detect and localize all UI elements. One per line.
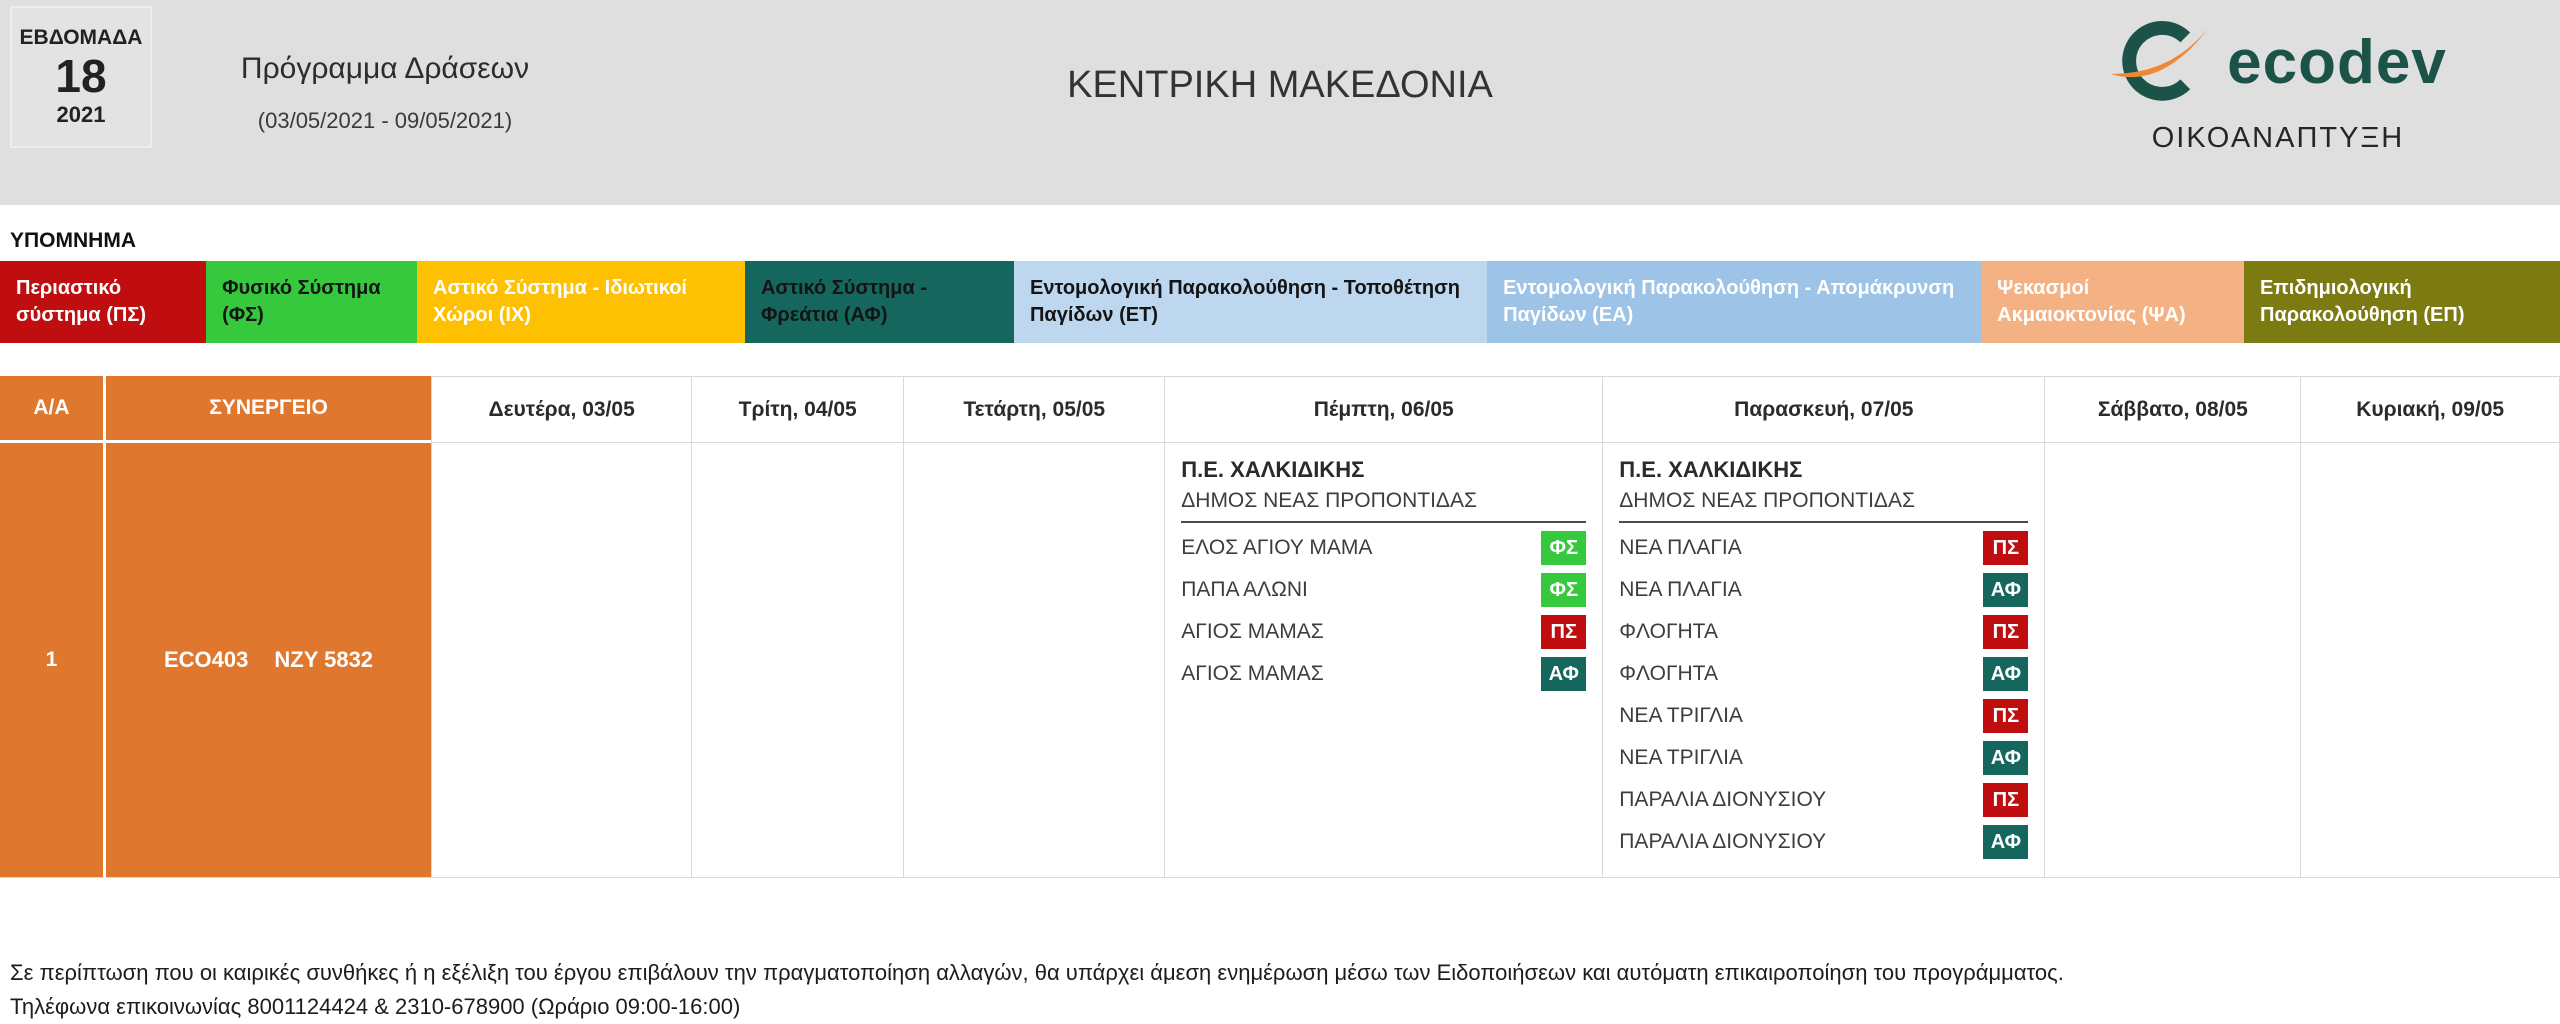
municipality-label: ΔΗΜΟΣ ΝΕΑΣ ΠΡΟΠΟΝΤΙΔΑΣ — [1181, 489, 1586, 523]
day-cell-wednesday — [904, 443, 1165, 878]
row-index-cell: 1 — [0, 443, 106, 878]
entry-place: ΠΑΠΑ ΑΛΩΝΙ — [1181, 578, 1308, 601]
entry-place: ΑΓΙΟΣ ΜΑΜΑΣ — [1181, 620, 1324, 643]
legend-item-psa: Ψεκασμοί Ακμαιοκτονίας (ΨΑ) — [1981, 261, 2244, 343]
schedule-entry — [1619, 783, 2028, 817]
footer-contact: Τηλέφωνα επικοινωνίας 8001124424 & 2310-678900 (Ωράριο 09:00-16:00) — [10, 994, 741, 1019]
week-number: 18 — [55, 49, 107, 102]
entry-category-badge: ΑΦ — [1983, 741, 2028, 775]
crew-plate: NZY 5832 — [274, 647, 374, 672]
entry-place: ΕΛΟΣ ΑΓΙΟΥ ΜΑΜΑ — [1181, 536, 1373, 559]
ecodev-logo-icon — [2109, 10, 2213, 115]
day-cell-monday — [431, 443, 692, 878]
legend-title: ΥΠΟΜΝΗΜΑ — [10, 229, 136, 252]
entry-place: ΝΕΑ ΤΡΙΓΛΙΑ — [1619, 704, 1743, 727]
column-header-tuesday: Τρίτη, 04/05 — [692, 376, 904, 443]
column-header-crew: ΣΥΝΕΡΓΕΙΟ — [106, 376, 431, 443]
entry-place: ΝΕΑ ΠΛΑΓΙΑ — [1619, 536, 1742, 559]
entry-category-badge: ΑΦ — [1541, 657, 1586, 691]
entry-category-badge: ΑΦ — [1983, 825, 2028, 859]
day-cell-tuesday — [692, 443, 904, 878]
entry-category-badge: ΠΣ — [1983, 699, 2028, 733]
day-cell-friday — [1603, 443, 2045, 878]
municipality-label: ΔΗΜΟΣ ΝΕΑΣ ΠΡΟΠΟΝΤΙΔΑΣ — [1619, 489, 2028, 523]
logo-wordmark: ecodev — [2227, 27, 2447, 97]
schedule-entry — [1619, 615, 2028, 649]
entries-list — [1181, 531, 1586, 691]
entry-place: ΦΛΟΓΗΤΑ — [1619, 662, 1718, 685]
crew-line — [164, 647, 373, 673]
crew-code: ECO403 — [164, 647, 249, 672]
column-header-monday: Δευτέρα, 03/05 — [431, 376, 692, 443]
entry-place: ΦΛΟΓΗΤΑ — [1619, 620, 1718, 643]
column-header-index: Α/Α — [0, 376, 106, 443]
entry-place: ΝΕΑ ΤΡΙΓΛΙΑ — [1619, 746, 1743, 769]
company-logo — [2058, 10, 2498, 155]
entry-category-badge: ΠΣ — [1541, 615, 1586, 649]
schedule-entry — [1181, 615, 1586, 649]
column-header-saturday: Σάββατο, 08/05 — [2045, 376, 2301, 443]
column-header-thursday: Πέμπτη, 06/05 — [1165, 376, 1603, 443]
entry-place: ΠΑΡΑΛΙΑ ΔΙΟΝΥΣΙΟΥ — [1619, 788, 1827, 811]
schedule-entry — [1619, 825, 2028, 859]
legend-item-et: Εντομολογική Παρακολούθηση - Τοποθέτηση Παγίδων (ΕΤ) — [1014, 261, 1487, 343]
page-title: ΚΕΝΤΡΙΚΗ ΜΑΚΕΔΟΝΙΑ — [1067, 64, 1493, 106]
day-cell-saturday — [2045, 443, 2301, 878]
week-box — [10, 6, 152, 148]
legend-item-ix: Αστικό Σύστημα - Ιδιωτικοί Χώροι (ΙΧ) — [417, 261, 745, 343]
legend-item-af: Αστικό Σύστημα - Φρεάτια (ΑΦ) — [745, 261, 1014, 343]
regional-unit-label: Π.Ε. ΧΑΛΚΙΔΙΚΗΣ — [1619, 457, 1803, 482]
header-band — [0, 0, 2560, 205]
entry-category-badge: ΑΦ — [1983, 573, 2028, 607]
logo-row — [2058, 10, 2498, 114]
logo-subtitle: ΟΙΚΟΑΝΑΠΤΥΞΗ — [2151, 122, 2405, 154]
entry-category-badge: ΦΣ — [1541, 531, 1586, 565]
schedule-entry — [1181, 573, 1586, 607]
week-label: ΕΒΔΟΜΑΔΑ — [19, 25, 143, 49]
legend-item-ea: Εντομολογική Παρακολούθηση - Απομάκρυνση Παγίδων (ΕΑ) — [1487, 261, 1981, 343]
entry-category-badge: ΠΣ — [1983, 615, 2028, 649]
week-year: 2021 — [56, 102, 106, 128]
schedule-entry — [1181, 531, 1586, 565]
crew-cell — [106, 443, 431, 878]
program-block — [170, 52, 600, 134]
entry-category-badge: ΦΣ — [1541, 573, 1586, 607]
program-date-range: (03/05/2021 - 09/05/2021) — [257, 108, 513, 133]
entry-category-badge: ΠΣ — [1983, 531, 2028, 565]
schedule-entry — [1619, 573, 2028, 607]
day-cell-sunday — [2301, 443, 2560, 878]
column-header-sunday: Κυριακή, 09/05 — [2301, 376, 2560, 443]
schedule-entry — [1619, 531, 2028, 565]
footer-notice: Σε περίπτωση που οι καιρικές συνθήκες ή η εξέλιξη του έργου επιβάλουν την πραγματοποίηση αλλαγών, θα υπάρχει άμεση ενημέρωση μέσω των Ειδοποιήσεων και αυτόματη επικαιροποίηση του προγράμματος. — [10, 960, 2064, 985]
schedule-entry — [1619, 657, 2028, 691]
legend-item-ps: Περιαστικό σύστημα (ΠΣ) — [0, 261, 206, 343]
legend-item-ep: Επιδημιολογική Παρακολούθηση (ΕΠ) — [2244, 261, 2560, 343]
regional-unit-label: Π.Ε. ΧΑΛΚΙΔΙΚΗΣ — [1181, 457, 1365, 482]
schedule-table — [0, 376, 2560, 878]
entry-category-badge: ΠΣ — [1983, 783, 2028, 817]
schedule-entry — [1619, 741, 2028, 775]
program-title: Πρόγραμμα Δράσεων — [240, 52, 530, 85]
schedule-entry — [1619, 699, 2028, 733]
entries-list — [1619, 531, 2028, 859]
column-header-friday: Παρασκευή, 07/05 — [1603, 376, 2045, 443]
entry-category-badge: ΑΦ — [1983, 657, 2028, 691]
schedule-entry — [1181, 657, 1586, 691]
column-header-wednesday: Τετάρτη, 05/05 — [904, 376, 1165, 443]
entry-place: ΠΑΡΑΛΙΑ ΔΙΟΝΥΣΙΟΥ — [1619, 830, 1827, 853]
entry-place: ΑΓΙΟΣ ΜΑΜΑΣ — [1181, 662, 1324, 685]
legend-bar — [0, 261, 2560, 343]
day-cell-thursday — [1165, 443, 1603, 878]
entry-place: ΝΕΑ ΠΛΑΓΙΑ — [1619, 578, 1742, 601]
legend-item-fs: Φυσικό Σύστημα (ΦΣ) — [206, 261, 417, 343]
